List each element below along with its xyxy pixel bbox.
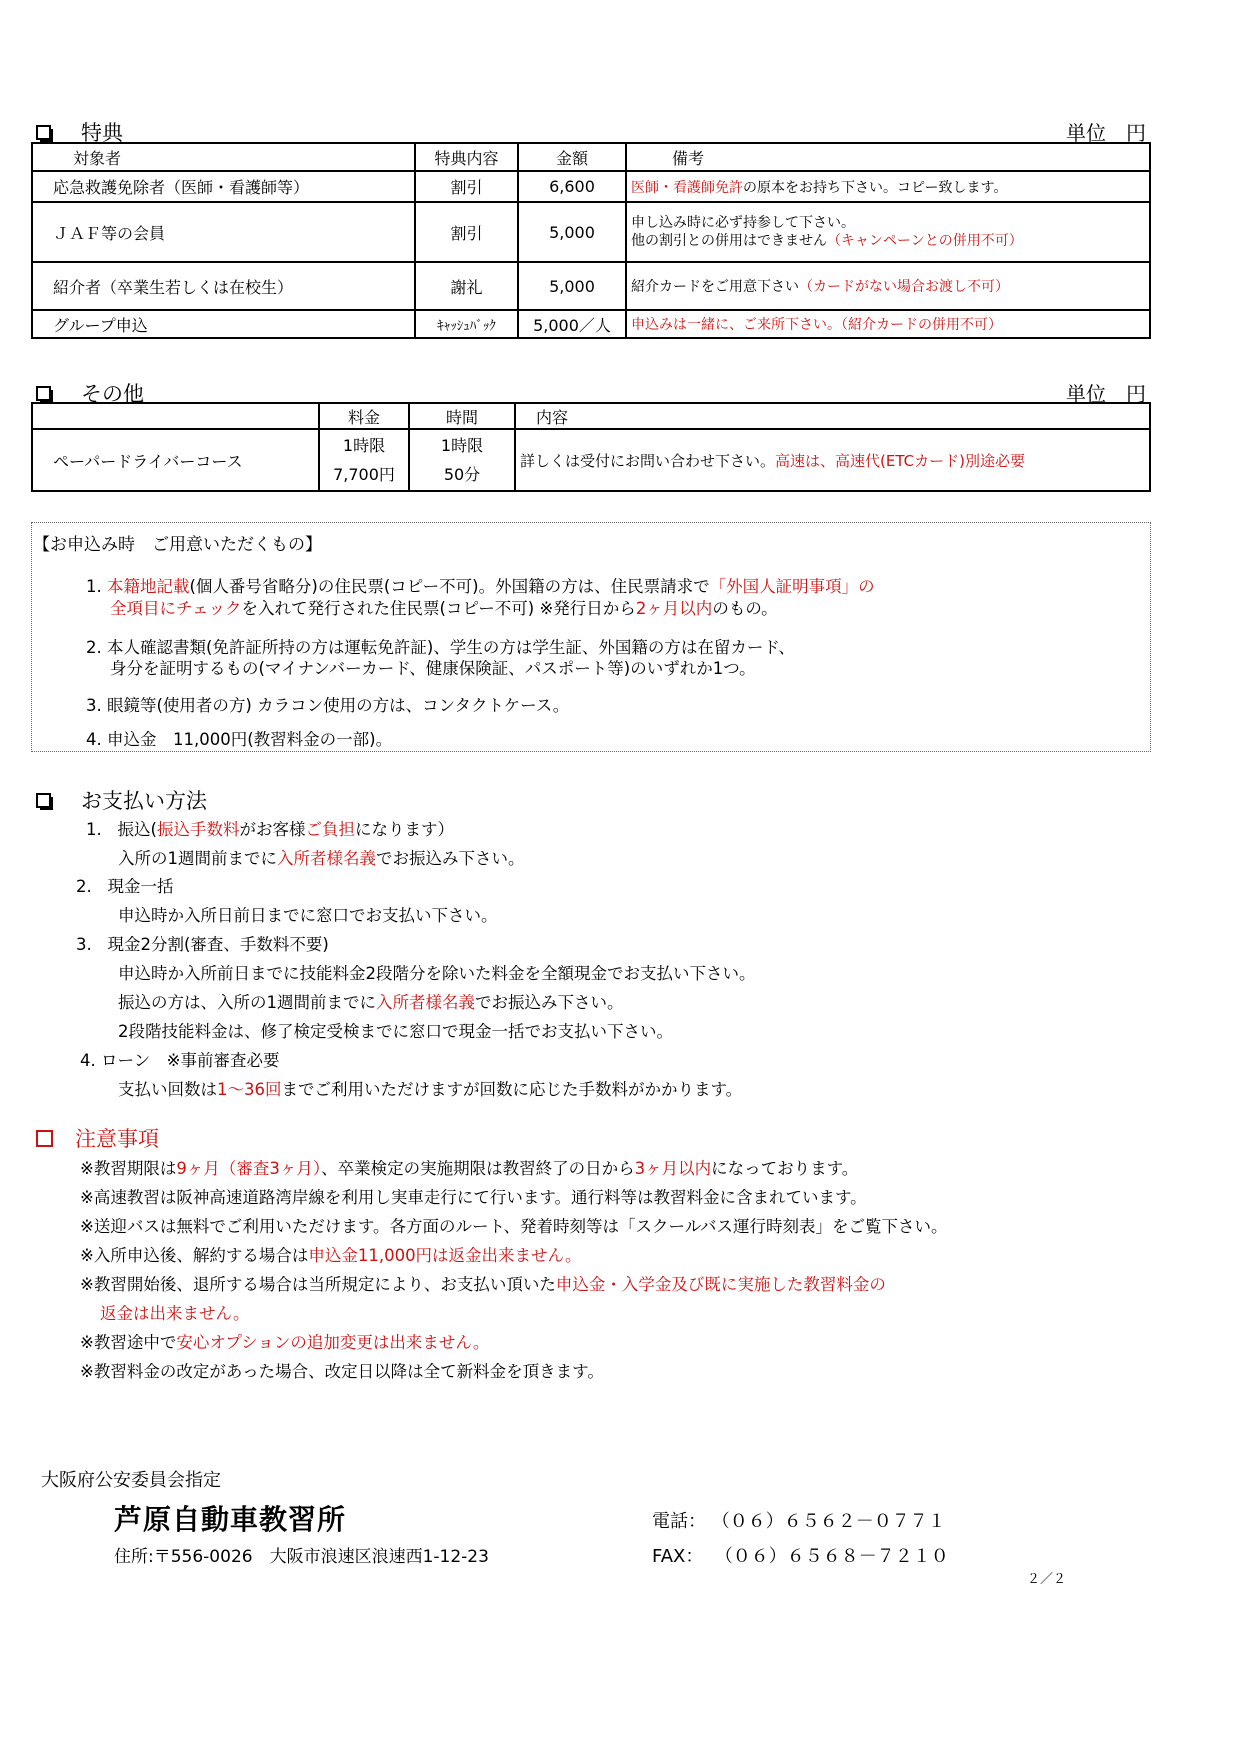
row-amount: 5,000 [518,202,626,262]
table-row [32,310,1150,338]
notes-heading [36,1123,159,1153]
payment-heading [36,785,207,815]
notes-title: 注意事項 [75,1127,159,1151]
header-time: 時間 [409,403,515,429]
school-name: 芦原自動車教習所 [114,1503,347,1536]
payment-1: 1. 振込(振込手数料がお客様ご負担になります） [86,820,454,839]
payment-1-line2: 入所の1週間前までに入所者様名義でお振込み下さい。 [118,849,525,868]
table-row [32,262,1150,310]
payment-4-line2: 支払い回数は1～36回までご利用いただけますが回数に応じた手数料がかかります。 [118,1080,743,1099]
apply-item-2: 2. 本人確認書類(免許証所持の方は運転免許証)、学生の方は学生証、外国籍の方は在留カード、 [86,638,795,657]
row-amount: 5,000 [518,262,626,310]
benefits-title: 特典 [81,121,123,145]
square-bullet-icon [36,125,51,140]
footer-tel: 電話： （０６）６５６２－０７７１ [652,1511,946,1532]
row-note: 医師・看護師免許の原本をお持ち下さい。コピー致します。 [626,171,1150,202]
note-4: ※入所申込後、解約する場合は申込金11,000円は返金出来ません。 [80,1246,582,1265]
row-type: ｷｬｯｼｭﾊﾞｯｸ [415,310,518,338]
other-unit: 単位 円 [1066,382,1146,406]
other-title: その他 [81,382,144,406]
table-row [32,429,1150,491]
table-header-row [32,403,1150,429]
row-type: 割引 [415,202,518,262]
payment-3: 3. 現金2分割(審査、手数料不要) [76,935,329,954]
apply-item-1-line2: 全項目にチェックを入れて発行された住民票(コピー不可) ※発行日から2ヶ月以内のもの。 [110,599,778,618]
footer-designation: 大阪府公安委員会指定 [41,1470,221,1491]
row-amount: 5,000／人 [518,310,626,338]
header-fee: 料金 [319,403,409,429]
row-target: 応急救護免除者（医師・看護師等） [32,171,415,202]
square-bullet-icon [36,386,51,401]
benefits-table [31,142,1151,339]
row-type: 割引 [415,171,518,202]
row-note: 紹介カードをご用意下さい（カードがない場合お渡し不可） [626,262,1150,310]
table-header-row [32,143,1150,171]
page-number: ２／２ [1027,1572,1067,1587]
note-6: ※教習途中で安心オプションの追加変更は出来ません。 [80,1333,490,1352]
note-7: ※教習料金の改定があった場合、改定日以降は全て新料金を頂きます。 [80,1362,604,1381]
course-time: 1時限 50分 [409,429,515,491]
footer-address: 住所:〒556-0026 大阪市浪速区浪速西1-12-23 [114,1547,489,1567]
payment-3-line3: 振込の方は、入所の1週間前までに入所者様名義でお振込み下さい。 [118,993,624,1012]
other-table [31,402,1151,492]
payment-3-line4: 2段階技能料金は、修了検定受検までに窓口で現金一括でお支払い下さい。 [118,1022,673,1041]
apply-item-2-line2: 身分を証明するもの(マイナンバーカード、健康保険証、パスポート等)のいずれか1つ。 [110,659,756,678]
payment-4: 4. ローン ※事前審査必要 [80,1051,280,1070]
header-type: 特典内容 [415,143,518,171]
footer-fax: FAX： （０６）６５６８－７２１０ [652,1546,949,1567]
square-bullet-icon [36,793,51,808]
header-empty [32,403,319,429]
table-row [32,202,1150,262]
apply-item-1: 1. 本籍地記載(個人番号省略分)の住民票(コピー不可)。外国籍の方は、住民票請求で「外国人証明事項」の [86,577,875,596]
course-content: 詳しくは受付にお問い合わせ下さい。高速は、高速代(ETCカード)別途必要 [515,429,1150,491]
row-type: 謝礼 [415,262,518,310]
header-content: 内容 [515,403,1150,429]
payment-2-line2: 申込時か入所日前日までに窓口でお支払い下さい。 [118,906,498,925]
note-2: ※高速教習は阪神高速道路湾岸線を利用し実車走行にて行います。通行料等は教習料金に含まれています。 [80,1188,867,1207]
row-amount: 6,600 [518,171,626,202]
benefits-unit: 単位 円 [1066,121,1146,145]
row-target: ＪＡＦ等の会員 [32,202,415,262]
course-name: ペーパードライバーコース [32,429,319,491]
payment-3-line2: 申込時か入所前日までに技能料金2段階分を除いた料金を全額現金でお支払い下さい。 [118,964,756,983]
payment-title: お支払い方法 [81,789,207,813]
square-bullet-icon [36,1130,53,1147]
apply-item-3: 3. 眼鏡等(使用者の方) カラコン使用の方は、コンタクトケース。 [86,696,570,715]
header-amount: 金額 [518,143,626,171]
apply-title: 【お申込み時 ご用意いただくもの】 [33,535,322,555]
payment-2: 2. 現金一括 [76,877,174,896]
row-note: 申込みは一緒に、ご来所下さい。（紹介カードの併用不可） [626,310,1150,338]
row-target: グループ申込 [32,310,415,338]
row-target: 紹介者（卒業生若しくは在校生） [32,262,415,310]
note-5-line2: 返金は出来ません。 [100,1304,250,1323]
header-note: 備考 [626,143,1150,171]
row-note: 申し込み時に必ず持参して下さい。 他の割引との併用はできません（キャンペーンとの併用不可） [626,202,1150,262]
table-row [32,171,1150,202]
note-1: ※教習期限は9ヶ月（審査3ヶ月）、卒業検定の実施期限は教習終了の日から3ヶ月以内になっております。 [80,1159,859,1178]
header-target: 対象者 [32,143,415,171]
note-5: ※教習開始後、退所する場合は当所規定により、お支払い頂いた申込金・入学金及び既に実施した教習料金の [80,1275,886,1294]
course-fee: 1時限 7,700円 [319,429,409,491]
apply-item-4: 4. 申込金 11,000円(教習料金の一部)。 [86,730,393,749]
note-3: ※送迎バスは無料でご利用いただけます。各方面のルート、発着時刻等は「スクールバス運行時刻表」をご覧下さい。 [80,1217,948,1236]
